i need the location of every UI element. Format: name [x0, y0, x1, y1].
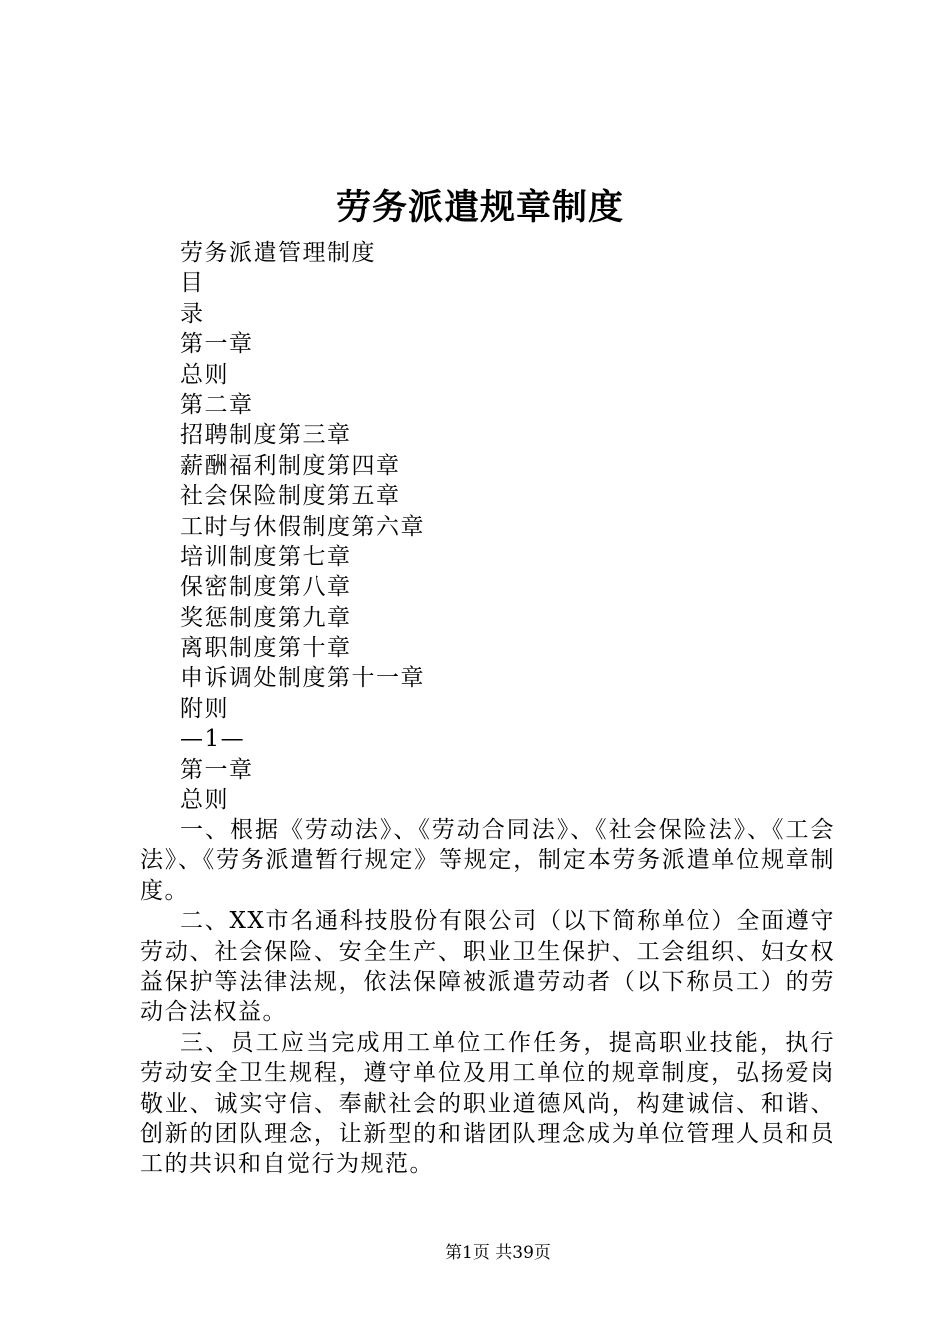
toc-line: 劳务派遣管理制度: [180, 240, 376, 266]
page-footer: 第1页 共39页: [445, 1243, 551, 1263]
body-text: [140, 815, 835, 1180]
page-marker: —1—: [180, 726, 246, 753]
toc-line: 离职制度第十章: [180, 635, 352, 662]
toc-line: 录: [180, 300, 205, 327]
toc-line: 薪酬福利制度第四章: [180, 452, 401, 479]
toc-line: 招聘制度第三章: [180, 422, 352, 449]
table-of-contents: [180, 238, 425, 815]
chapter-subheading: 总则: [180, 787, 229, 814]
toc-line: 保密制度第八章: [180, 574, 352, 601]
toc-line: 第一章: [180, 331, 254, 358]
document-title: 劳务派遣规章制度: [335, 187, 624, 228]
paragraph: 三、员工应当完成用工单位工作任务，提高职业技能，执行劳动安全卫生规程，遵守单位及用工单位的规章制度，弘扬爱岗敬业、诚实守信、奉献社会的职业道德风尚，构建诚信、和谐、创新的团队理念，让新型的和谐团队理念成为单位管理人员和员工的共识和自觉行为规范。: [140, 1029, 835, 1178]
toc-line: 申诉调处制度第十一章: [180, 665, 425, 692]
toc-line: 总则: [180, 361, 229, 388]
paragraph: 二、XX市名通科技股份有限公司（以下简称单位）全面遵守劳动、社会保险、安全生产、职业卫生保护、工会组织、妇女权益保护等法律法规，依法保障被派遣劳动者（以下称员工）的劳动合法权益。: [140, 908, 835, 1026]
toc-line: 培训制度第七章: [180, 543, 352, 570]
toc-line: 附则: [180, 695, 229, 722]
toc-line: 社会保险制度第五章: [180, 483, 401, 510]
toc-line: 奖惩制度第九章: [180, 604, 352, 631]
paragraph: 一、根据《劳动法》、《劳动合同法》、《社会保险法》、《工会法》、《劳务派遣暂行规定》等规定，制定本劳务派遣单位规章制度。: [140, 817, 835, 904]
chapter-heading: 第一章: [180, 756, 254, 783]
toc-line: 目: [180, 270, 205, 297]
toc-line: 第二章: [180, 391, 254, 418]
toc-line: 工时与休假制度第六章: [180, 513, 425, 540]
